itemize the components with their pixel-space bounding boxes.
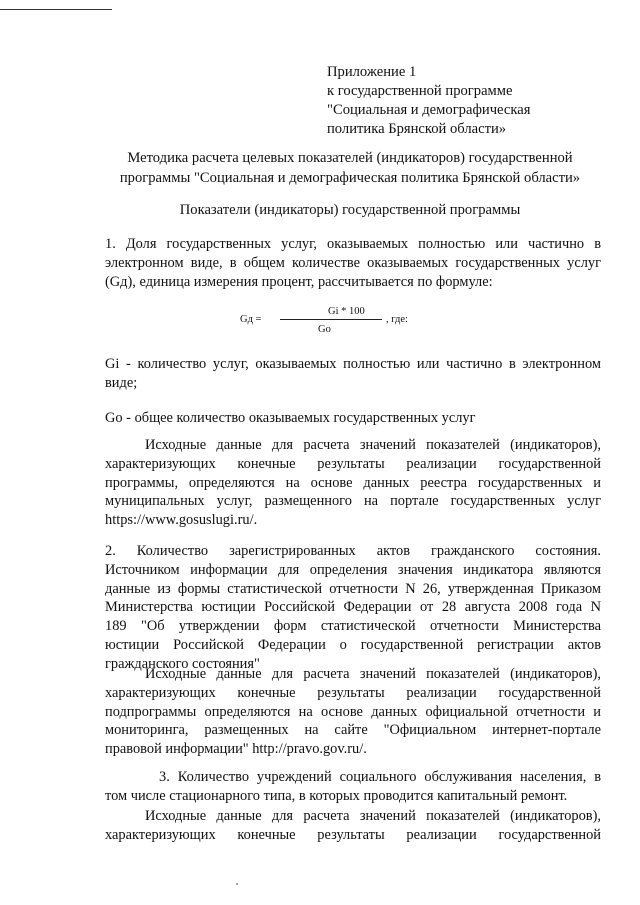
formula-lhs: Gд =	[240, 314, 262, 325]
appendix-line: к государственной программе	[327, 83, 513, 99]
source-paragraph-3	[105, 807, 601, 845]
title-line: Методика расчета целевых показателей (индикаторов) государственной	[127, 150, 573, 166]
item-1-paragraph	[105, 235, 601, 291]
formula-denominator: Go	[318, 324, 331, 335]
appendix-line: политика Брянской области»	[327, 121, 507, 137]
document-title	[100, 149, 600, 188]
text-line: правовой информации" http://pravo.gov.ru/.	[105, 741, 367, 758]
text-line: юстиции Российской Федерации о государственной регистрации актов	[105, 636, 601, 653]
item-2-paragraph	[105, 542, 601, 674]
text-line: мониторинга, размещенных на сайте "Официальном интернет-портале	[105, 722, 601, 739]
appendix-line: Приложение 1	[327, 64, 417, 80]
text-line: Министерства юстиции Российской Федерации от 28 августа 2008 года N	[105, 599, 601, 616]
text-line: Go - общее количество оказываемых государственных услуг	[105, 410, 476, 426]
scan-speck	[236, 883, 238, 885]
top-rule	[0, 9, 112, 10]
text-line: Исходные данные для расчета значений показателей (индикаторов),	[145, 666, 601, 682]
text-line: 189 "Об утверждении форм статистической отчетности Министерства	[105, 618, 601, 635]
source-paragraph-1	[105, 436, 601, 530]
text-line: 1. Доля государственных услуг, оказываемых полностью или частично в	[105, 236, 601, 252]
text-line: характеризующих конечные результаты реализации государственной	[105, 826, 601, 843]
fraction-bar	[280, 319, 382, 320]
definition-go	[105, 409, 601, 428]
appendix-header	[327, 63, 530, 139]
text-line: https://www.gosuslugi.ru/.	[105, 512, 258, 529]
text-line: муниципальных услуг, размещенного на портале государственных услуг	[105, 493, 601, 510]
source-paragraph-2	[105, 665, 601, 759]
text-line: том числе стационарного типа, в которых проводится капитальный ремонт.	[105, 787, 568, 804]
text-line: (Gд), единица измерения процент, рассчитывается по формуле:	[105, 273, 493, 290]
text-line: подпрограммы определяются на основе данных официальной отчетности и	[105, 703, 601, 720]
text-line: данные из формы статистической отчетности N 26, утвержденная Приказом	[105, 580, 601, 597]
text-line: программы, определяются на основе данных реестра государственных и	[105, 474, 601, 491]
formula-numerator: Gi * 100	[328, 306, 365, 317]
item-3-paragraph	[105, 768, 601, 806]
title-line: программы "Социальная и демографическая политика Брянской области»	[119, 169, 581, 186]
definition-gi	[105, 355, 601, 393]
text-line: Источником информации для определения значения индикатора являются	[105, 561, 601, 578]
text-line: 2. Количество зарегистрированных актов гражданского состояния.	[105, 543, 601, 559]
text-line: Исходные данные для расчета значений показателей (индикаторов),	[145, 437, 601, 453]
text-line: Gi - количество услуг, оказываемых полностью или частично в электронном	[105, 356, 601, 372]
section-subtitle: Показатели (индикаторы) государственной программы	[179, 202, 521, 218]
text-line: виде;	[105, 374, 138, 391]
text-line: 3. Количество учреждений социального обслуживания населения, в	[159, 769, 601, 785]
text-line: характеризующих конечные результаты реализации государственной	[105, 684, 601, 701]
text-line: характеризующих конечные результаты реализации государственной	[105, 455, 601, 472]
text-line: электронном виде, в общем количестве оказываемых государственных услуг	[105, 254, 601, 271]
text-line: Исходные данные для расчета значений показателей (индикаторов),	[145, 808, 601, 824]
text-line: гражданского состояния"	[105, 655, 260, 672]
formula-tail: , где:	[386, 314, 408, 325]
appendix-line: "Социальная и демографическая	[327, 102, 531, 118]
